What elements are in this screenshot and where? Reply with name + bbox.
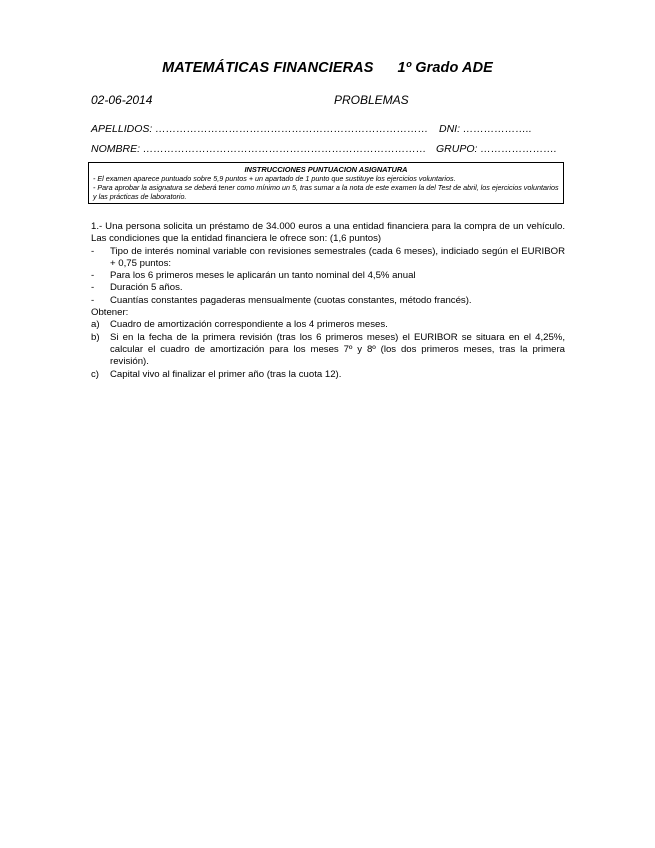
subject-title: MATEMÁTICAS FINANCIERAS: [162, 60, 374, 76]
condition-item: [91, 295, 565, 307]
question-item: [91, 319, 565, 331]
grupo-field: GRUPO: ………………….: [436, 143, 557, 155]
list-marker: -: [91, 294, 95, 306]
dni-field: DNI: ………………..: [439, 123, 532, 135]
condition-text: Para los 6 primeros meses le aplicarán un tanto nominal del 4,5% anual: [110, 270, 416, 282]
course-label: 1º Grado ADE: [397, 60, 493, 76]
list-marker: c): [91, 368, 99, 380]
apellidos-field: APELLIDOS: ……………………………………………………………………: [91, 123, 429, 135]
question-text: Si en la fecha de la primera revisión (tras los 6 primeros meses) el EURIBOR se situara en el 4,25%, calcular el cuadro de amortización para los meses 7º y 8º (los dos primeros meses, tras la primera revisión).: [110, 331, 565, 368]
condition-text: Cuantías constantes pagaderas mensualmente (cuotas constantes, método francés).: [110, 294, 472, 306]
condition-text: Tipo de interés nominal variable con revisiones semestrales (cada 6 meses), indiciado según el EURIBOR + 0,75 puntos:: [110, 245, 565, 269]
obtain-label: Obtener:: [91, 307, 129, 319]
instructions-line-2: - Para aprobar la asignatura se deberá tener como mínimo un 5, tras sumar a la nota de este examen la del Test de abril, los ejercicios voluntarios y las prácticas de laboratorio.: [93, 183, 559, 201]
instructions-box: [88, 162, 564, 204]
list-marker: -: [91, 245, 95, 257]
condition-item: [91, 282, 565, 294]
exam-title: [0, 60, 655, 76]
condition-item: [91, 246, 565, 271]
list-marker: -: [91, 270, 95, 282]
instructions-line-1: - El examen aparece puntuado sobre 5,9 puntos + un apartado de 1 punto que sustituye los ejercicios voluntarios.: [93, 174, 456, 183]
list-marker: -: [91, 282, 95, 294]
problem-intro: 1.- Una persona solicita un préstamo de 34.000 euros a una entidad financiera para la compra de un vehículo. Las condiciones que la entidad financiera le ofrece son: (1,6 puntos): [91, 221, 565, 245]
exam-date: 02-06-2014: [91, 93, 153, 107]
nombre-field: NOMBRE: ………………………………………………………………………: [91, 143, 427, 155]
condition-item: [91, 270, 565, 282]
question-item: [91, 332, 565, 369]
list-marker: a): [91, 319, 100, 331]
question-item: [91, 369, 565, 381]
condition-text: Duración 5 años.: [110, 282, 183, 294]
list-marker: b): [91, 331, 100, 343]
problem-body: [91, 221, 565, 381]
question-text: Capital vivo al finalizar el primer año (tras la cuota 12).: [110, 368, 342, 380]
instructions-heading: INSTRUCCIONES PUNTUACION ASIGNATURA: [244, 165, 408, 174]
question-text: Cuadro de amortización correspondiente a los 4 primeros meses.: [110, 319, 388, 331]
exam-type: PROBLEMAS: [334, 93, 409, 107]
